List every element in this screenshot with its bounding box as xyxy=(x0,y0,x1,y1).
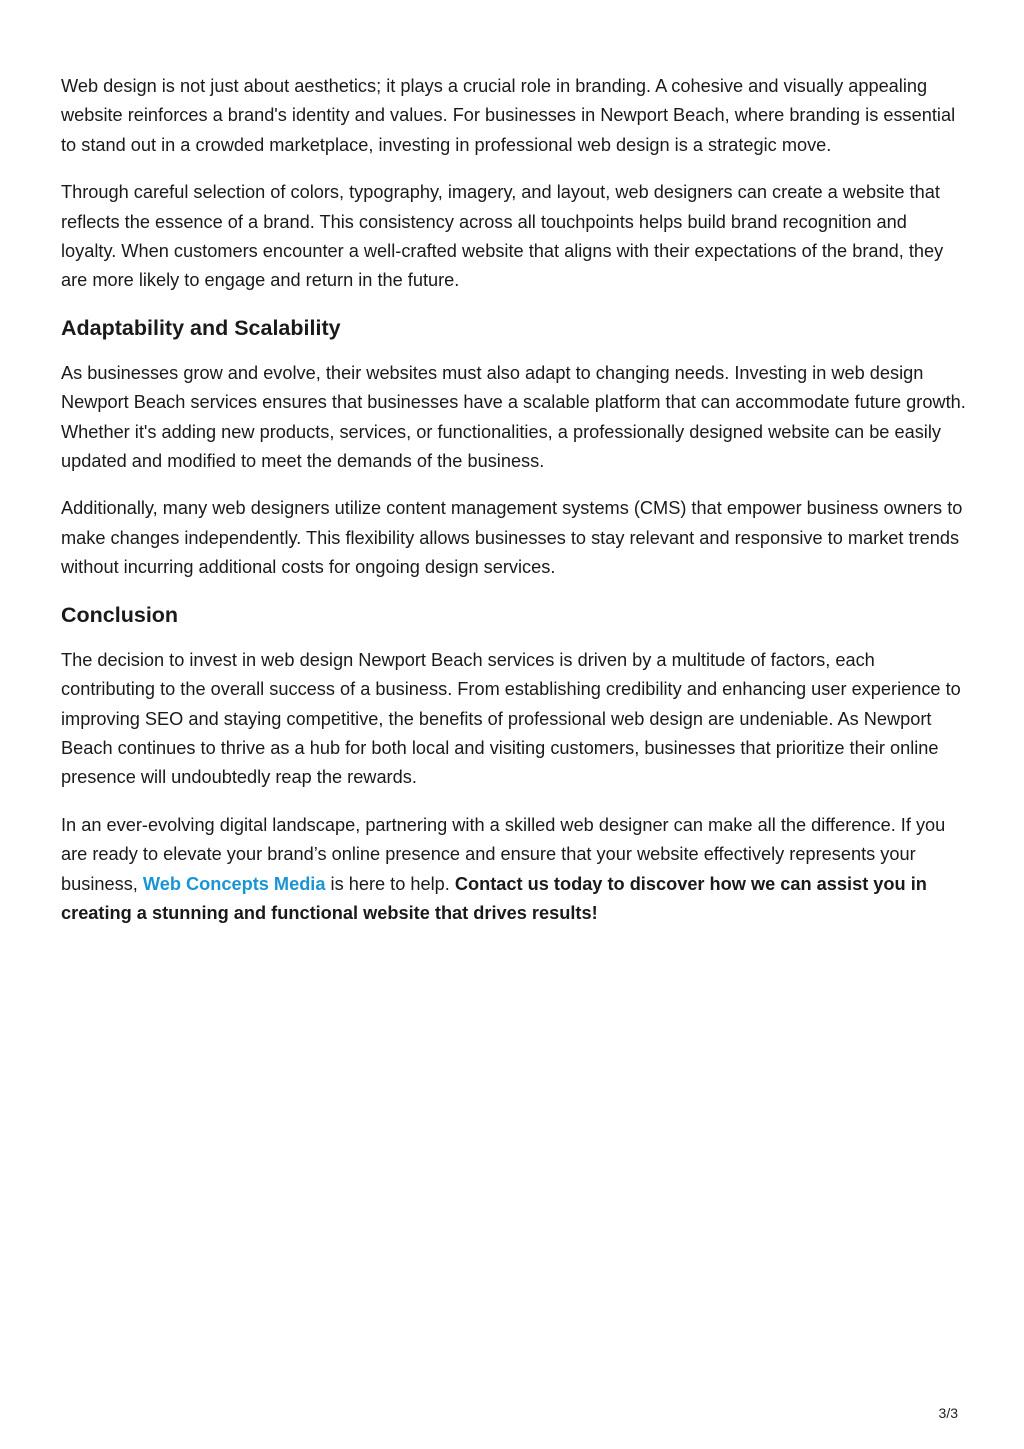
branding-paragraph-2: Through careful selection of colors, typography, imagery, and layout, web designers can create a website that reflects the essence of a brand. This consistency across all touchpoints helps build brand recognition and loyalty. When customers encounter a well-crafted website that aligns with their expectations of the brand, they are more likely to engage and return in the future. xyxy=(61,182,944,291)
page-number: 3/3 xyxy=(938,1405,958,1421)
conclusion-heading: Conclusion xyxy=(61,602,179,627)
adaptability-heading: Adaptability and Scalability xyxy=(61,315,341,340)
conclusion-paragraph-1: The decision to invest in web design Newport Beach services is driven by a multitude of factors, each contributing to the overall success of a business. From establishing credibility and enhancing user experience to improving SEO and staying competitive, the benefits of professional web design are undeniable. As Newport Beach continues to thrive as a hub for both local and visiting customers, businesses that prioritize their online presence will undoubtedly reap the rewards. xyxy=(61,649,961,788)
web-concepts-media-link[interactable]: Web Concepts Media xyxy=(142,873,326,894)
conclusion-paragraph-2 xyxy=(61,811,966,929)
conclusion-lead-text: In an ever-evolving digital landscape, partnering with a skilled web designer can make all the difference. If you are ready to elevate your brand’s online presence and ensure that your website effectively represents your business, xyxy=(61,814,946,894)
document-body xyxy=(61,72,966,946)
conclusion-mid-text: is here to help. xyxy=(325,873,455,894)
adaptability-paragraph-1: As businesses grow and evolve, their websites must also adapt to changing needs. Investing in web design Newport Beach services ensures that businesses have a scalable platform that can accommodate future growth. Whether it's adding new products, services, or functionalities, a professionally designed website can be easily updated and modified to meet the demands of the business. xyxy=(61,362,966,472)
adaptability-paragraph-2: Additionally, many web designers utilize content management systems (CMS) that empower business owners to make changes independently. This flexibility allows businesses to stay relevant and responsive to market trends without incurring additional costs for ongoing design services. xyxy=(61,498,963,578)
branding-paragraph-1: Web design is not just about aesthetics; it plays a crucial role in branding. A cohesive and visually appealing website reinforces a brand's identity and values. For businesses in Newport Beach, where branding is essential to stand out in a crowded marketplace, investing in professional web design is a strategic move. xyxy=(61,76,956,155)
call-to-action-text: Contact us today to discover how we can assist you in creating a stunning and functional website that drives results! xyxy=(61,873,927,923)
